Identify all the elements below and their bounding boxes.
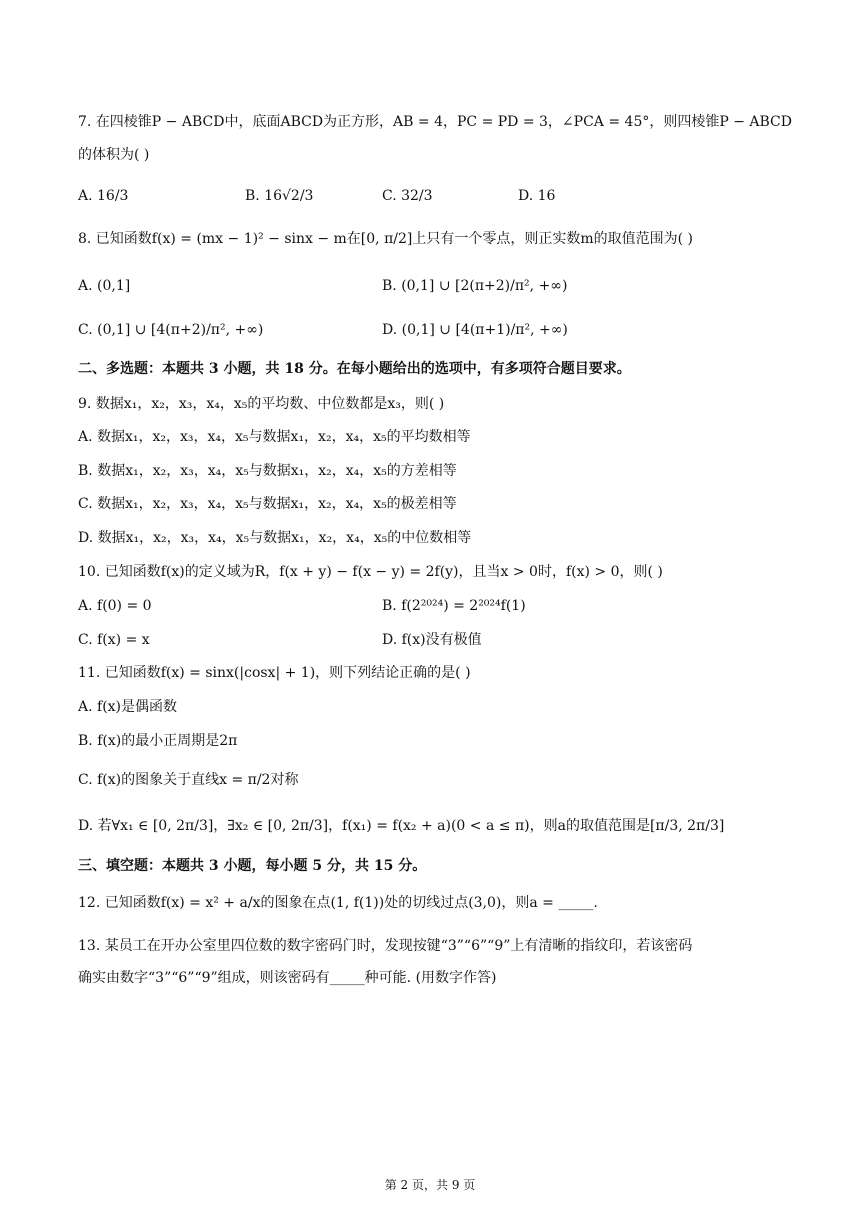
q7-stem-line2: 的体积为( )	[78, 147, 150, 163]
q9-option-d: D. 数据x₁，x₂，x₃，x₄，x₅与数据x₁，x₂，x₄，x₅的中位数相等	[78, 530, 472, 546]
q8-option-d: D. (0,1] ∪ [4(π+1)/π², +∞)	[382, 322, 568, 338]
q7-option-c: C. 32/3	[382, 188, 433, 204]
page-footer: 第 2 页，共 9 页	[384, 1178, 476, 1192]
section-2-header: 二、多选题：本题共 3 小题，共 18 分。在每小题给出的选项中，有多项符合题目要求。	[78, 361, 631, 377]
q10-option-b: B. f(2²⁰²⁴) = 2²⁰²⁴f(1)	[382, 598, 526, 614]
q7-stem-line1: 7. 在四棱锥P − ABCD中，底面ABCD为正方形，AB = 4，PC = PD = 3，∠PCA = 45°，则四棱锥P − ABCD	[78, 114, 792, 130]
q13-stem-line1: 13. 某员工在开办公室里四位数的数字密码门时，发现按键“3”“6”“9”上有清晰的指纹印，若该密码	[78, 938, 693, 954]
q13-stem-line2: 确实由数字“3”“6”“9”组成，则该密码有_____种可能. (用数字作答)	[78, 970, 497, 986]
q8-option-c: C. (0,1] ∪ [4(π+2)/π², +∞)	[78, 322, 264, 338]
q10-option-a: A. f(0) = 0	[78, 598, 152, 614]
q9-option-c: C. 数据x₁，x₂，x₃，x₄，x₅与数据x₁，x₂，x₄，x₅的极差相等	[78, 496, 457, 512]
q8-stem: 8. 已知函数f(x) = (mx − 1)² − sinx − m在[0, π/2]上只有一个零点，则正实数m的取值范围为( )	[78, 231, 694, 247]
q8-option-b: B. (0,1] ∪ [2(π+2)/π², +∞)	[382, 278, 568, 294]
q7-option-d: D. 16	[518, 188, 556, 204]
q11-stem: 11. 已知函数f(x) = sinx(|cosx| + 1)，则下列结论正确的是( )	[78, 665, 471, 681]
q12-stem: 12. 已知函数f(x) = x² + a/x的图象在点(1, f(1))处的切线过点(3,0)，则a = _____.	[78, 895, 598, 911]
q9-option-b: B. 数据x₁，x₂，x₃，x₄，x₅与数据x₁，x₂，x₄，x₅的方差相等	[78, 463, 457, 479]
q7-option-a: A. 16/3	[78, 188, 129, 204]
q7-option-b: B. 16√2/3	[245, 188, 314, 204]
section-3-header: 三、填空题：本题共 3 小题，每小题 5 分，共 15 分。	[78, 858, 427, 874]
q8-option-a: A. (0,1]	[78, 278, 131, 294]
q11-option-a: A. f(x)是偶函数	[78, 699, 178, 715]
q11-option-c: C. f(x)的图象关于直线x = π/2对称	[78, 772, 299, 788]
q10-stem: 10. 已知函数f(x)的定义域为R，f(x + y) − f(x − y) = 2f(y)，且当x > 0时，f(x) > 0，则( )	[78, 564, 663, 580]
q11-option-b: B. f(x)的最小正周期是2π	[78, 733, 238, 749]
q9-option-a: A. 数据x₁，x₂，x₃，x₄，x₅与数据x₁，x₂，x₄，x₅的平均数相等	[78, 429, 471, 445]
q10-option-d: D. f(x)没有极值	[382, 632, 482, 648]
q10-option-c: C. f(x) = x	[78, 632, 150, 648]
q9-stem: 9. 数据x₁，x₂，x₃，x₄，x₅的平均数、中位数都是x₃，则( )	[78, 396, 445, 412]
q11-option-d: D. 若∀x₁ ∈ [0, 2π/3]，∃x₂ ∈ [0, 2π/3]，f(x₁) = f(x₂ + a)(0 < a ≤ π)，则a的取值范围是[π/3, 2π/3]	[78, 818, 725, 834]
